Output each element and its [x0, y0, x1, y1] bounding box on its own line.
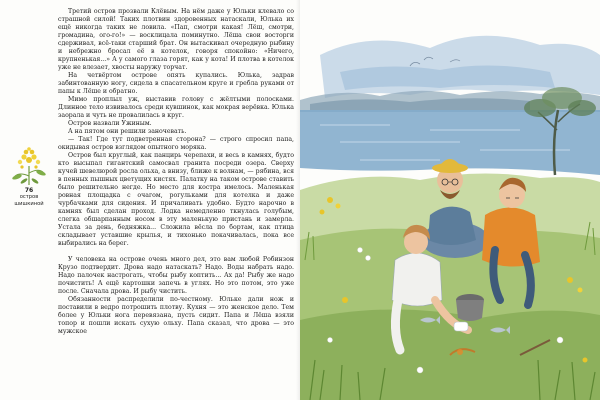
right-page	[300, 0, 600, 400]
story-paragraph: Остров назвали Ужиным.	[68, 120, 152, 127]
margin-caption-line-1: остров	[19, 194, 39, 200]
story-paragraph: Обязанности распределили по-честному. Юльке дали нож и поставили в ведро потрошить плотву. Кухня — это женское дело. Тем более у Юльки нога перевязана, пусть сидит. Папа и Лёша взяли топор и пошли искать сухую ольху. Папа сказал, что дрова — это мужское	[58, 296, 294, 335]
yellow-wildflower-icon	[6, 146, 52, 186]
story-text-column	[58, 8, 294, 336]
margin-caption-line-2: шишкиной	[14, 200, 44, 207]
story-paragraph: Третий остров прозвали Клёвым. На нём даже у Юльки клевало со страшной силой! Таких плотвин здоровенных натаскали, Юлька их ещё никогда таких не ловила. «Пап, смотри какая! Лёш, смотри, громадина, ого-го!» — восклицала поминутно. Лёша свои восторги сдерживал, всё-таки старший брат. Он вытаскивал очередную рыбину и небрежно бросал её в котелок, говоря спокойно: «Ничего, крупненькая...» А у самого глаза горят, как у кота! И плотва в котелок уже не влезает, хвосты наружу торчат.	[58, 8, 294, 71]
page-number: 76	[24, 187, 34, 194]
story-paragraph: — Так! Где тут подветренная сторона? — строго спросил папа, окидывая остров взглядом опытного моряка.	[58, 136, 294, 151]
story-paragraph: А на пятом они решили заночевать.	[68, 128, 187, 135]
story-paragraph: У человека на острове очень много дел, это вам любой Робинзон Крузо подтвердит. Дрова надо натаскать? Надо. Воды набрать надо. Надо палочек настрогать, чтобы рыбу коптить... Ах да! Рыбу же надо почистить! А ещё картошки запечь в углях. Но это потом, это уже после. Сначала дрова. И рыбу чистить.	[58, 256, 294, 295]
story-paragraph: На четвёртом острове опять купались. Юлька, задрав забинтованную ногу, сидела в спасательном круге и гребла руками от папы к Лёше и обратно.	[58, 72, 294, 95]
story-paragraph: Мимо проплыл уж, выставив голову с жёлтыми полосками. Длинное тело извивалось среди кувшинок, как мокрая верёвка. Юлька заорала и чуть не провалилась в круг.	[58, 96, 294, 119]
margin-note	[6, 146, 52, 207]
story-paragraph: Остров был круглый, как панцирь черепахи, и весь в камнях, будто кто высыпал гигантский самосвал гранита посреди озера. Сверху кучей шевелюрой росла ольха, а внизу, ближе к волнам, — рябина, вся в пенных пышных цветущих кистях. Палатку на таком острове ставить было решительно негде. Но место для костра имелось. Маленькая ровная площадка с очагом, рогульками для котелка и даже чурбачками для сидения. И причаливать удобно. Будто нарочно в камнях был сделан проход. Лодка немедленно ткнулась голубым, слегка обшарпанным носом в эту маленькую пристань и замерла. Устала за день, бедняжка... Сложила вёсла по бортам, как птица складывает уставшие крылья, и тихонько покачивалась, пока все выбирались на берег.	[58, 152, 294, 247]
picnic-illustration	[300, 0, 600, 400]
